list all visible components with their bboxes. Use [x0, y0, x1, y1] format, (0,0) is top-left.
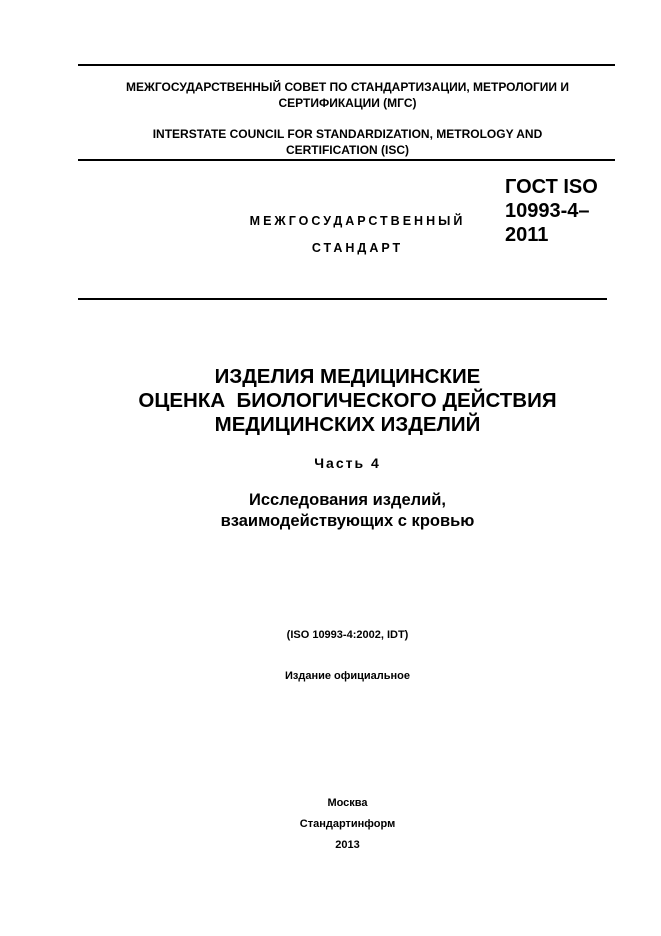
council-name-ru: [80, 79, 615, 111]
imprint-city: Москва: [327, 797, 368, 809]
imprint-year: 2013: [335, 839, 360, 851]
gost-number-line2: 10993-4–: [505, 200, 590, 222]
middle-rule: [78, 159, 615, 161]
edition-note: Издание официальное: [284, 670, 411, 682]
council-ru-line2: СЕРТИФИКАЦИИ (МГС): [278, 96, 417, 110]
subtitle-line1: Исследования изделий,: [249, 491, 446, 509]
council-ru-line1: МЕЖГОСУДАРСТВЕННЫЙ СОВЕТ ПО СТАНДАРТИЗАЦИИ, МЕТРОЛОГИИ И: [126, 80, 569, 94]
gost-number-line3: 2011: [505, 224, 549, 246]
iso-reference: (ISO 10993-4:2002, IDT): [286, 629, 409, 641]
gost-number-line1: ГОСТ ISO: [505, 176, 598, 198]
document-subtitle: [60, 490, 635, 532]
standard-type: [220, 208, 495, 262]
part-label: Часть 4: [314, 455, 381, 471]
top-rule: [78, 64, 615, 66]
title-line2: ОЦЕНКА БИОЛОГИЧЕСКОГО ДЕЙСТВИЯ: [138, 389, 557, 412]
subtitle-line2: взаимодействующих с кровью: [220, 512, 475, 530]
standard-type-line2: СТАНДАРТ: [311, 241, 404, 255]
bottom-rule: [78, 298, 607, 300]
title-line3: МЕДИЦИНСКИХ ИЗДЕЛИЙ: [214, 413, 481, 436]
council-name-en: [80, 126, 615, 158]
standard-type-line1: МЕЖГОСУДАРСТВЕННЫЙ: [249, 214, 466, 228]
council-en-line1: INTERSTATE COUNCIL FOR STANDARDIZATION, METROLOGY AND: [152, 127, 543, 141]
title-line1: ИЗДЕЛИЯ МЕДИЦИНСКИЕ: [214, 365, 481, 388]
imprint-publisher: Стандартинформ: [299, 818, 396, 830]
council-en-line2: CERTIFICATION (ISC): [285, 143, 410, 157]
gost-number: [505, 175, 615, 247]
document-title: [60, 365, 635, 437]
